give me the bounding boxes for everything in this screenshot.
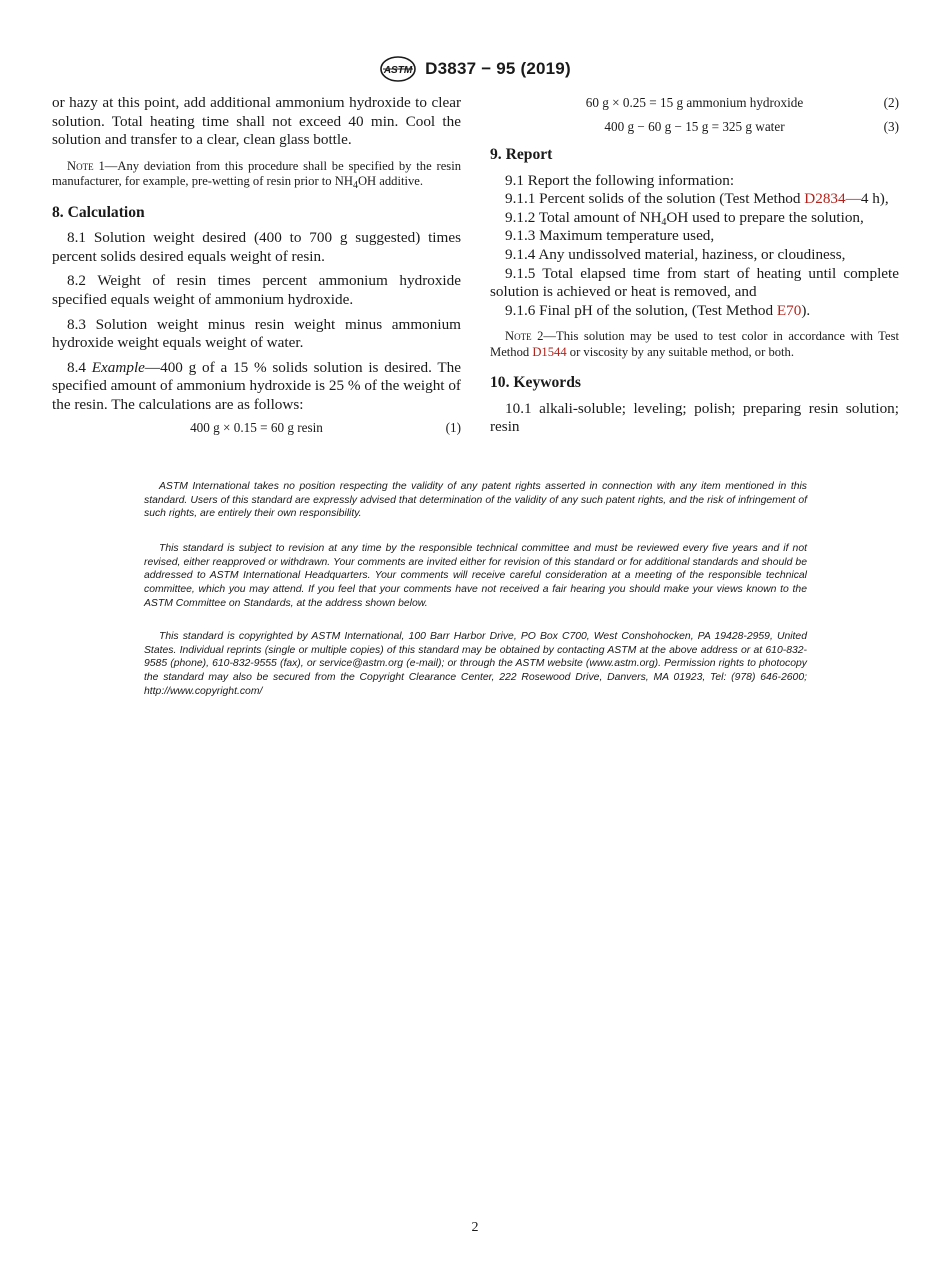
note-1: Note 1—Any deviation from this procedure shall be specified by the resin manufacturer, for example, pre-wetting of resin prior to $NH_4OH$ additive. — [52, 158, 461, 192]
paragraph-9-1-4: 9.1.4 Any undissolved material, haziness, or cloudiness, — [505, 245, 846, 263]
footer-copyright-notice: This standard is copyrighted by ASTM International, 100 Barr Harbor Drive, PO Box C700, West Conshohocken, PA 19428-2959, United States. Individual reprints (single or multiple copies) of this standard may be obtained by contacting ASTM at the above address or at 610-832-9585 (phone), 610-832-9555 (fax), or service@astm.org (e-mail); or through the ASTM website (www.astm.org). Permission rights to photocopy the standard may also be secured from the Copyright Clearance Center, 222 Rosewood Drive, Danvers, MA 01923, Tel: (978) 646-2600; http://www.copyright.com/ — [144, 631, 807, 697]
paragraph-8-3: 8.3 Solution weight minus resin weight minus ammonium hydroxide weight equals weight of water. — [52, 315, 461, 352]
footer-patent-notice: ASTM International takes no position respecting the validity of any patent rights asserted in connection with any item mentioned in this standard. Users of this standard are expressly advised that determination of the validity of any such patent rights, and the risk of infringement of such rights, are entirely their own responsibility. — [144, 481, 807, 520]
link-e70[interactable]: E70 — [776, 301, 802, 319]
footer-revision-notice: This standard is subject to revision at any time by the responsible technical committee and must be reviewed every five years and if not revised, either reapproved or withdrawn. Your comments are invited either for revision of this standard or for additional standards and should be addressed to ASTM International Headquarters. Your comments will receive careful consideration at a meeting of the responsible technical committee, which you may attend. If you feel that your comments have not received a fair hearing you should make your views known to the ASTM Committee on Standards, at the address shown below. — [144, 543, 807, 609]
paragraph-9-1-1: 9.1.1 Percent solids of the solution (Test Method D2834—4 h), — [505, 190, 889, 208]
section-8-heading: 8. Calculation — [52, 203, 145, 221]
paragraph-9-1-6: 9.1.6 Final pH of the solution, (Test Method E70). — [505, 301, 811, 319]
section-10-heading: 10. Keywords — [490, 374, 581, 392]
equation-1 — [52, 419, 461, 437]
link-d1544[interactable]: D1544 — [532, 344, 567, 359]
continued-paragraph: or hazy at this point, add additional ammonium hydroxide to clear solution. Total heating time shall not exceed 40 min. Cool the solution and transfer to a clear, clean glass bottle. — [52, 94, 461, 149]
equation-1-expression: 400 g × 0.15 = 60 g resin — [190, 419, 323, 435]
equation-2 — [490, 94, 899, 112]
paragraph-9-1: 9.1 Report the following information: — [505, 171, 735, 189]
note-2-label: Note 2 — [505, 329, 544, 344]
equation-3 — [490, 118, 899, 136]
note-1-label: Note 1 — [67, 158, 105, 173]
equation-1-number: (1) — [445, 419, 461, 435]
paragraph-8-2: 8.2 Weight of resin times percent ammonium hydroxide specified equals weight of ammonium hydroxide. — [52, 272, 461, 308]
equation-2-number: (2) — [883, 95, 899, 110]
link-d2834[interactable]: D2834 — [804, 190, 846, 208]
paragraph-9-1-3: 9.1.3 Maximum temperature used, — [505, 227, 715, 245]
svg-text:ASTM: ASTM — [384, 65, 413, 76]
equation-3-expression: 400 g − 60 g − 15 g = 325 g water — [604, 119, 785, 134]
equation-3-number: (3) — [883, 119, 899, 134]
standard-designation: D3837 − 95 (2019) — [425, 59, 571, 78]
right-column — [490, 94, 899, 437]
note-2: Note 2—This solution may be used to test color in accordance with Test Method D1544 or viscosity by any suitable method, or both. — [490, 329, 899, 359]
paragraph-9-1-5: 9.1.5 Total elapsed time from start of heating until complete solution is achieved or heat is removed, and — [490, 264, 899, 301]
paragraph-9-1-2: 9.1.2 Total amount of $NH_4OH$ used to prepare the solution, — [505, 208, 864, 228]
paragraph-8-4: 8.4 Example—400 g of a 15 % solids solution is desired. The specified amount of ammonium hydroxide is 25 % of the weight of the resin. The calculations are as follows: — [52, 358, 461, 413]
page-header — [0, 56, 950, 82]
page-number: 2 — [471, 1220, 479, 1235]
astm-logo-icon — [379, 56, 417, 82]
paragraph-8-1: 8.1 Solution weight desired (400 to 700 g suggested) times percent solids desired equals weight of resin. — [52, 229, 461, 265]
paragraph-10-1: 10.1 alkali-soluble; leveling; polish; preparing resin solution; resin — [490, 399, 899, 436]
equation-2-expression: 60 g × 0.25 = 15 g ammonium hydroxide — [585, 95, 804, 110]
left-column — [52, 94, 461, 437]
section-9-heading: 9. Report — [490, 146, 553, 163]
